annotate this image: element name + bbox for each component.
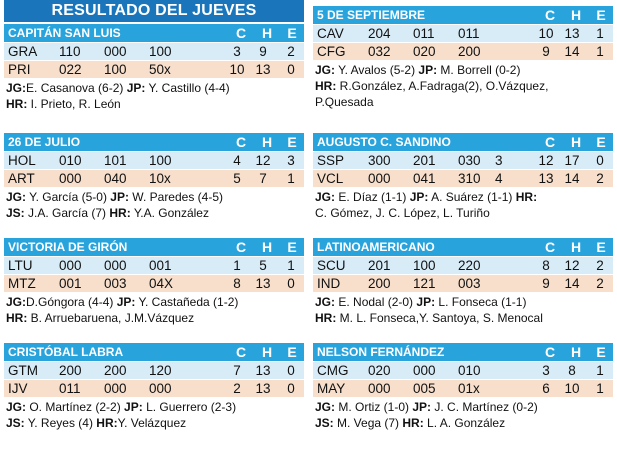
total-e: 1 — [596, 44, 604, 59]
note-value: Y. García (5-0) — [26, 190, 111, 204]
team-code: LTU — [8, 258, 33, 273]
note-key: JP: — [418, 63, 438, 77]
note-line — [315, 399, 613, 415]
total-e: 2 — [596, 258, 604, 273]
column-label: H — [570, 134, 582, 150]
innings-group: 04X — [149, 276, 174, 291]
innings-group: 040 — [104, 171, 127, 186]
game-notes — [313, 292, 613, 326]
innings-group: 000 — [368, 381, 391, 396]
game-notes — [4, 78, 304, 112]
note-line — [6, 415, 304, 431]
total-h: 7 — [259, 171, 267, 186]
note-value: P.Quesada — [315, 95, 374, 109]
note-key: JP: — [116, 295, 136, 309]
game-box — [313, 133, 613, 221]
note-value: C. Gómez, J. C. López, L. Turiño — [315, 206, 490, 220]
note-key: JP: — [409, 190, 429, 204]
column-label: H — [570, 7, 582, 23]
note-key: HR: — [315, 311, 337, 325]
stadium-name: CAPITÁN SAN LUIS — [8, 26, 121, 40]
column-label: C — [235, 239, 247, 255]
innings-group: 000 — [104, 44, 127, 59]
game-notes — [313, 60, 613, 110]
game-notes — [313, 397, 613, 431]
game-header — [313, 6, 613, 24]
note-key: HR: — [515, 190, 538, 204]
score-row — [313, 362, 613, 379]
total-c: 9 — [542, 44, 550, 59]
game-notes — [4, 292, 304, 326]
innings-group: 041 — [413, 171, 436, 186]
total-h: 13 — [564, 26, 580, 41]
innings-group: 200 — [104, 363, 127, 378]
innings-group: 011 — [413, 26, 435, 41]
column-label: H — [570, 239, 582, 255]
note-line — [315, 62, 613, 78]
note-key: JG: — [315, 190, 336, 204]
note-key: JP: — [110, 190, 129, 204]
team-code: PRI — [8, 62, 31, 77]
column-label: C — [235, 134, 247, 150]
innings-group: 101 — [104, 153, 127, 168]
total-h: 14 — [564, 171, 580, 186]
innings-group: 000 — [59, 171, 82, 186]
total-e: 2 — [596, 276, 604, 291]
total-c: 9 — [542, 276, 550, 291]
team-code: GTM — [8, 363, 38, 378]
game-box — [4, 238, 304, 326]
stadium-name: 5 DE SEPTIEMBRE — [317, 8, 426, 22]
score-row — [4, 257, 304, 274]
total-h: 13 — [255, 381, 271, 396]
game-box — [313, 238, 613, 326]
score-row — [313, 170, 613, 187]
innings-group: 110 — [59, 44, 81, 59]
note-key: JG: — [315, 295, 336, 309]
innings-group: 01x — [458, 381, 480, 396]
total-e: 1 — [287, 258, 295, 273]
game-notes — [313, 187, 613, 221]
team-code: HOL — [8, 153, 36, 168]
innings-group: 200 — [458, 44, 481, 59]
total-c: 8 — [542, 258, 550, 273]
note-line — [6, 310, 304, 326]
team-code: MTZ — [8, 276, 36, 291]
score-row — [313, 25, 613, 42]
note-value: Y. Castañeda (1-2) — [135, 295, 239, 309]
innings-group: 200 — [59, 363, 82, 378]
innings-group: 100 — [149, 153, 172, 168]
innings-group: 120 — [149, 363, 172, 378]
score-row — [313, 43, 613, 60]
team-code: VCL — [317, 171, 344, 186]
column-label: E — [596, 134, 606, 150]
page-title: RESULTADO DEL JUEVES — [4, 0, 304, 22]
score-row — [313, 275, 613, 292]
note-line — [6, 96, 304, 112]
team-code: CAV — [317, 26, 344, 41]
note-value: J.A. García (7) — [24, 206, 110, 220]
note-line — [6, 399, 304, 415]
total-e: 1 — [287, 171, 295, 186]
total-c: 10 — [538, 26, 554, 41]
note-value: Y. Velázquez — [117, 416, 187, 430]
note-line — [315, 294, 613, 310]
innings-group: 020 — [413, 44, 436, 59]
note-line — [315, 205, 613, 221]
column-label: C — [235, 25, 247, 41]
innings-group: 200 — [368, 276, 391, 291]
note-key: HR: — [6, 311, 28, 325]
team-code: ART — [8, 171, 35, 186]
column-label: C — [544, 134, 556, 150]
column-label: H — [261, 344, 273, 360]
team-code: IJV — [8, 381, 28, 396]
column-label: E — [596, 239, 606, 255]
score-row — [4, 170, 304, 187]
note-value: E. Nodal (2-0) — [335, 295, 417, 309]
innings-group: 220 — [458, 258, 481, 273]
stadium-name: AUGUSTO C. SANDINO — [317, 135, 451, 149]
game-header — [4, 24, 304, 42]
total-c: 7 — [233, 363, 241, 378]
innings-group: 310 — [458, 171, 481, 186]
score-row — [4, 380, 304, 397]
total-c: 8 — [233, 276, 241, 291]
note-value: L. Guerrero (2-3) — [142, 400, 237, 414]
game-header — [313, 238, 613, 256]
total-c: 1 — [233, 258, 241, 273]
total-e: 0 — [287, 276, 295, 291]
stadium-name: CRISTÓBAL LABRA — [8, 345, 124, 359]
note-key: JS: — [6, 416, 25, 430]
score-row — [4, 275, 304, 292]
total-c: 12 — [538, 153, 554, 168]
innings-group: 011 — [458, 26, 480, 41]
column-label: C — [544, 344, 556, 360]
total-h: 12 — [564, 258, 580, 273]
innings-group: 020 — [368, 363, 391, 378]
total-e: 1 — [596, 381, 604, 396]
innings-group: 000 — [368, 171, 391, 186]
note-value: L. Fonseca (1-1) — [435, 295, 527, 309]
note-value: E. Casanova (6-2) — [26, 81, 127, 95]
note-key: JG: — [6, 81, 27, 95]
note-value: Y. Reyes (4) — [24, 416, 97, 430]
innings-group: 300 — [368, 153, 391, 168]
innings-group: 010 — [458, 363, 481, 378]
note-value: M. Vega (7) — [333, 416, 403, 430]
game-box — [4, 133, 304, 221]
innings-group: 201 — [368, 258, 391, 273]
total-c: 4 — [233, 153, 241, 168]
team-code: SCU — [317, 258, 346, 273]
team-code: IND — [317, 276, 341, 291]
innings-group: 022 — [59, 62, 82, 77]
total-e: 0 — [596, 153, 604, 168]
total-c: 3 — [542, 363, 550, 378]
innings-group: 000 — [149, 381, 172, 396]
note-key: JG: — [6, 400, 27, 414]
note-line — [315, 78, 613, 94]
innings-group: 032 — [368, 44, 391, 59]
note-key: JS: — [6, 206, 25, 220]
column-label: H — [261, 25, 273, 41]
innings-group: 000 — [59, 258, 82, 273]
innings-group: 000 — [413, 363, 436, 378]
note-key: JP: — [416, 295, 436, 309]
innings-group: 121 — [413, 276, 436, 291]
note-line — [315, 94, 613, 110]
game-header — [313, 343, 613, 361]
game-notes — [4, 187, 304, 221]
total-h: 5 — [259, 258, 267, 273]
note-key: JP: — [124, 400, 143, 414]
note-key: HR: — [6, 97, 28, 111]
note-key: HR: — [315, 79, 337, 93]
note-value: J. C. Martínez (0-2) — [431, 400, 538, 414]
note-value: Y. Avalos (5-2) — [335, 63, 419, 77]
team-code: MAY — [317, 381, 346, 396]
column-label: E — [596, 344, 606, 360]
team-code: CFG — [317, 44, 346, 59]
total-h: 10 — [564, 381, 580, 396]
game-box — [313, 343, 613, 431]
column-label: E — [596, 7, 606, 23]
note-key: JP: — [126, 81, 146, 95]
game-header — [4, 343, 304, 361]
innings-group: 10x — [149, 171, 171, 186]
note-key: HR: — [109, 206, 131, 220]
total-c: 6 — [542, 381, 550, 396]
score-row — [313, 152, 613, 169]
score-row — [4, 362, 304, 379]
score-row — [4, 43, 304, 60]
game-box — [4, 343, 304, 431]
note-value: Y. Castillo (4-4) — [145, 81, 230, 95]
team-code: GRA — [8, 44, 38, 59]
score-row — [4, 152, 304, 169]
innings-group: 030 — [458, 153, 481, 168]
innings-group: 204 — [368, 26, 391, 41]
game-header — [4, 238, 304, 256]
column-label: C — [544, 239, 556, 255]
innings-group: 001 — [59, 276, 82, 291]
note-value: D.Góngora (4-4) — [26, 295, 117, 309]
extra-innings: 4 — [495, 171, 503, 186]
score-row — [313, 380, 613, 397]
column-label: E — [287, 25, 297, 41]
note-line — [6, 205, 304, 221]
note-line — [6, 80, 304, 96]
innings-group: 100 — [149, 44, 172, 59]
note-line — [315, 189, 613, 205]
total-h: 13 — [255, 363, 271, 378]
total-e: 1 — [596, 363, 604, 378]
total-h: 12 — [255, 153, 271, 168]
note-line — [315, 415, 613, 431]
team-code: CMG — [317, 363, 349, 378]
total-h: 13 — [255, 276, 271, 291]
note-value: R.González, A.Fadraga(2), O.Vázquez, — [336, 79, 549, 93]
note-value: B. Arruebaruena, J.M.Vázquez — [27, 311, 195, 325]
game-box — [313, 6, 613, 110]
note-key: JG: — [6, 190, 27, 204]
note-key: JG: — [315, 63, 336, 77]
total-h: 8 — [568, 363, 576, 378]
total-c: 5 — [233, 171, 241, 186]
game-header — [313, 133, 613, 151]
score-row — [4, 61, 304, 78]
total-h: 17 — [564, 153, 580, 168]
score-row — [313, 257, 613, 274]
innings-group: 201 — [413, 153, 436, 168]
note-line — [6, 189, 304, 205]
note-line — [6, 294, 304, 310]
game-notes — [4, 397, 304, 431]
total-e: 0 — [287, 381, 295, 396]
column-label: E — [287, 134, 297, 150]
note-value: M. L. Fonseca,Y. Santoya, S. Menocal — [336, 311, 543, 325]
total-h: 14 — [564, 44, 580, 59]
note-value: I. Prieto, R. León — [27, 97, 121, 111]
total-h: 9 — [259, 44, 267, 59]
note-value: A. Suárez (1-1) — [428, 190, 516, 204]
total-c: 2 — [233, 381, 241, 396]
note-key: JS: — [315, 416, 334, 430]
team-code: SSP — [317, 153, 345, 168]
column-label: H — [261, 134, 273, 150]
column-label: C — [544, 7, 556, 23]
innings-group: 010 — [59, 153, 82, 168]
innings-group: 005 — [413, 381, 436, 396]
stadium-name: LATINOAMERICANO — [317, 240, 435, 254]
total-e: 2 — [596, 171, 604, 186]
total-e: 3 — [287, 153, 295, 168]
note-value: M. Ortiz (1-0) — [335, 400, 413, 414]
total-h: 13 — [255, 62, 271, 77]
note-value: O. Martínez (2-2) — [26, 400, 125, 414]
total-c: 10 — [229, 62, 245, 77]
column-label: H — [261, 239, 273, 255]
innings-group: 000 — [104, 258, 127, 273]
innings-group: 100 — [413, 258, 436, 273]
note-line — [315, 310, 613, 326]
note-key: JP: — [412, 400, 432, 414]
note-key: HR: — [402, 416, 424, 430]
stadium-name: 26 DE JULIO — [8, 135, 81, 149]
note-value: E. Díaz (1-1) — [335, 190, 410, 204]
note-value: W. Paredes (4-5) — [128, 190, 223, 204]
stadium-name: VICTORIA DE GIRÓN — [8, 240, 128, 254]
innings-group: 011 — [59, 381, 81, 396]
column-label: H — [570, 344, 582, 360]
note-value: Y.A. González — [130, 206, 209, 220]
total-c: 3 — [233, 44, 241, 59]
total-e: 0 — [287, 363, 295, 378]
note-value: M. Borrell (0-2) — [437, 63, 521, 77]
column-label: C — [235, 344, 247, 360]
note-key: JG: — [315, 400, 336, 414]
game-box — [4, 24, 304, 112]
total-h: 14 — [564, 276, 580, 291]
innings-group: 000 — [104, 381, 127, 396]
innings-group: 100 — [104, 62, 127, 77]
total-c: 13 — [538, 171, 554, 186]
innings-group: 003 — [458, 276, 481, 291]
innings-group: 50x — [149, 62, 171, 77]
note-key: HR: — [96, 416, 118, 430]
extra-innings: 3 — [495, 153, 503, 168]
total-e: 0 — [287, 62, 295, 77]
column-label: E — [287, 239, 297, 255]
innings-group: 003 — [104, 276, 127, 291]
note-value: L. A. González — [423, 416, 506, 430]
innings-group: 001 — [149, 258, 172, 273]
note-key: JG: — [6, 295, 27, 309]
column-label: E — [287, 344, 297, 360]
stadium-name: NELSON FERNÁNDEZ — [317, 345, 445, 359]
game-header — [4, 133, 304, 151]
total-e: 2 — [287, 44, 295, 59]
total-e: 1 — [596, 26, 604, 41]
